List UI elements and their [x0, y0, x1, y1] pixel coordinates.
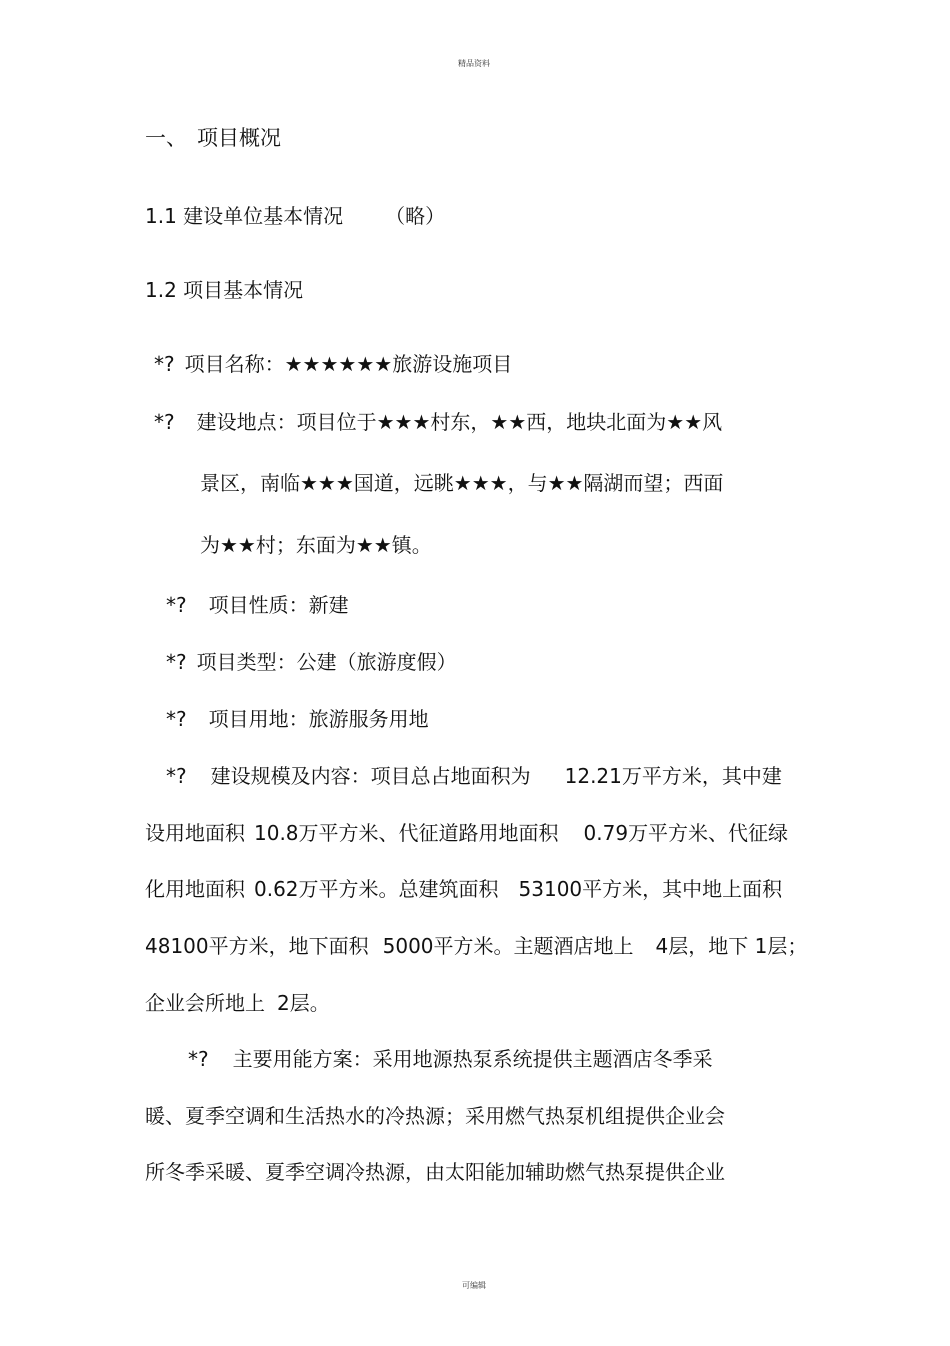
section-1-1-title: 1.1 建设单位基本情况 — [145, 204, 344, 228]
item-text: 项目类型：公建（旅游度假） — [196, 650, 457, 674]
item-text: 建设地点：项目位于★★★村东，★★西，地块北面为★★风 — [196, 410, 723, 434]
scale-text-3c: 53100平方米，其中地上面积 — [518, 877, 783, 901]
scale-text-3b: 0.62万平方米。总建筑面积 — [254, 877, 499, 901]
scale-text-4b: 5000平方米。主题酒店地上 — [382, 934, 634, 958]
item-project-type — [166, 650, 457, 674]
item-energy-line3: 所冬季采暖、夏季空调冷热源，由太阳能加辅助燃气热泵提供企业 — [145, 1160, 725, 1184]
bullet: *? — [188, 1047, 209, 1071]
item-scale-line5 — [145, 991, 330, 1015]
scale-text-2a: 设用地面积 — [145, 821, 245, 845]
item-text: 项目性质：新建 — [208, 593, 349, 617]
item-location-line3: 为★★村；东面为★★镇。 — [200, 533, 432, 557]
scale-text-5b: 2层。 — [277, 991, 330, 1015]
item-project-nature — [166, 593, 349, 617]
item-energy-line1 — [188, 1047, 713, 1071]
item-location-line2: 景区，南临★★★国道，远眺★★★，与★★隔湖而望；西面 — [200, 471, 724, 495]
item-scale-line1 — [166, 764, 782, 788]
bullet: *? — [166, 707, 187, 731]
heading-1 — [145, 122, 281, 152]
item-project-land — [166, 707, 429, 731]
item-text: 主要用能方案：采用地源热泵系统提供主题酒店冬季采 — [232, 1047, 713, 1071]
scale-text-4c: 4层，地下 1层； — [655, 934, 808, 958]
bullet: *? — [166, 764, 187, 788]
page-footer: 可编辑 — [462, 1281, 486, 1290]
scale-text-2b: 10.8万平方米、代征道路用地面积 — [254, 821, 559, 845]
page-header: 精品资料 — [458, 59, 490, 68]
bullet: *? — [154, 352, 175, 376]
item-location-line1 — [154, 410, 722, 434]
scale-text-2c: 0.79万平方米、代征绿 — [583, 821, 789, 845]
item-scale-line3 — [145, 877, 782, 901]
item-project-name — [154, 352, 512, 376]
heading-1-number: 一、 — [145, 126, 187, 150]
item-energy-line2: 暖、夏季空调和生活热水的冷热源；采用燃气热泵机组提供企业会 — [145, 1104, 725, 1128]
scale-text-1a: 建设规模及内容：项目总占地面积为 — [210, 764, 531, 788]
item-text: 项目名称：★★★★★★旅游设施项目 — [184, 352, 513, 376]
bullet: *? — [166, 650, 187, 674]
section-1-1-heading — [145, 204, 445, 228]
bullet: *? — [154, 410, 175, 434]
bullet: *? — [166, 593, 187, 617]
item-scale-line2 — [145, 821, 788, 845]
scale-text-3a: 化用地面积 — [145, 877, 245, 901]
scale-text-4a: 48100平方米，地下面积 — [145, 934, 369, 958]
section-1-1-note: （略） — [385, 204, 446, 228]
scale-text-1b: 12.21万平方米，其中建 — [564, 764, 782, 788]
item-scale-line4 — [145, 934, 807, 958]
scale-text-5a: 企业会所地上 — [145, 991, 265, 1015]
heading-1-title: 项目概况 — [197, 126, 281, 150]
section-1-2-heading: 1.2 项目基本情况 — [145, 278, 304, 302]
item-text: 项目用地：旅游服务用地 — [208, 707, 429, 731]
